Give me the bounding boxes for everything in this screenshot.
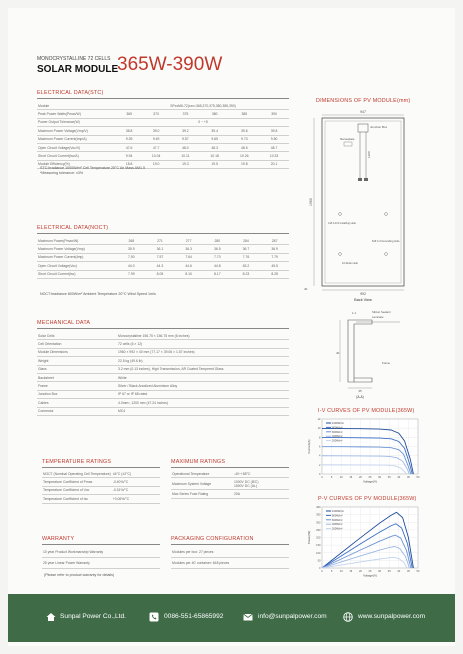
legend-label: 200W/m² bbox=[332, 439, 343, 443]
row-value: 48.3 bbox=[200, 143, 230, 151]
list-item bbox=[42, 547, 160, 558]
section-title-stc: ELECTRICAL DATA(STC) bbox=[37, 90, 104, 96]
table-row bbox=[42, 478, 160, 486]
row-value: 9.39 bbox=[117, 135, 141, 143]
row-value: 8.23 bbox=[232, 270, 261, 278]
row-value: 9.57 bbox=[171, 135, 200, 143]
section-title-warranty: WARRANTY bbox=[42, 536, 75, 542]
footer-company: Sunpal Power Co.,Ltd. bbox=[60, 613, 126, 620]
row-value: 271 bbox=[146, 237, 175, 245]
row-value: 280 bbox=[203, 237, 232, 245]
row-label: Cell Orientation bbox=[37, 340, 117, 348]
y-axis-label: Current(A) bbox=[307, 439, 311, 454]
y-tick-label: 400 bbox=[316, 506, 321, 509]
warranty-note: (Please refer to product warranty for details) bbox=[44, 573, 115, 577]
row-value: 44°C (±2°C) bbox=[112, 470, 160, 478]
table-row bbox=[37, 262, 289, 270]
home-icon bbox=[46, 612, 56, 622]
x-axis-label: Voltage(V) bbox=[362, 573, 378, 578]
row-value: 287 bbox=[260, 237, 289, 245]
divider bbox=[37, 328, 289, 329]
legend-label: 1000W/m² bbox=[332, 422, 344, 425]
y-tick-label: 250 bbox=[316, 528, 321, 532]
footnote: STC:Irradiance 1000W/m² Cell Temperature 25°C Air Mass AM1.5 bbox=[40, 166, 146, 170]
row-value: 39.2 bbox=[171, 127, 200, 135]
row-label: Max Series Fuse Rating bbox=[171, 490, 233, 498]
row-value: 1000V DC (IEC) 1500V DC (UL) bbox=[233, 478, 289, 490]
y-tick-label: 12 bbox=[317, 418, 321, 421]
divider bbox=[171, 544, 289, 545]
x-tick-label: 15 bbox=[349, 476, 353, 479]
x-tick-label: 35 bbox=[387, 570, 391, 573]
y-tick-label: 2 bbox=[319, 463, 321, 467]
legend-label: 1000W/m² bbox=[332, 510, 344, 513]
table-row bbox=[37, 237, 289, 245]
dim-side-left: 40 bbox=[304, 287, 308, 291]
row-label: Maximum Power Current(Imp) bbox=[37, 253, 117, 261]
section-title-noct: ELECTRICAL DATA(NOCT) bbox=[37, 225, 109, 231]
row-value: 10.18 bbox=[200, 152, 230, 160]
x-tick-label: 40 bbox=[397, 476, 401, 479]
noct-table bbox=[37, 237, 289, 279]
row-value: IP 67 or IP 68 rated bbox=[117, 390, 289, 398]
row-label: Short Circuit Current(Isc) bbox=[37, 270, 117, 278]
row-value: 284 bbox=[232, 237, 261, 245]
table-row bbox=[37, 348, 289, 356]
row-value: SPxxM6-72(xxx=365,370,375,380,385,390) bbox=[117, 102, 289, 110]
row-label: Module bbox=[37, 102, 117, 110]
list-item bbox=[42, 558, 160, 569]
row-value: 22.5 kg (49.6 lb) bbox=[117, 357, 289, 365]
row-value: 10.33 bbox=[259, 152, 289, 160]
row-value: 365 bbox=[117, 110, 141, 118]
row-label: Open Circuit Voltage(Voc/V) bbox=[37, 143, 117, 151]
y-tick-label: 8 bbox=[319, 436, 321, 440]
row-value: 10.26 bbox=[229, 152, 259, 160]
legend-label: 800W/m² bbox=[332, 426, 343, 430]
row-label: Maximum Power Current(Imp/A) bbox=[37, 135, 117, 143]
row-value: 36.3 bbox=[174, 245, 203, 253]
section-title-temperature: TEMPERATURE RATINGS bbox=[42, 459, 112, 465]
x-axis-label: Voltage(V) bbox=[362, 479, 378, 484]
section-title-dimensions: DIMENSIONS OF PV MODULE(mm) bbox=[316, 98, 411, 104]
x-tick-label: 50 bbox=[416, 476, 420, 479]
row-value: 19.5 bbox=[200, 160, 230, 168]
row-label: Weight bbox=[37, 357, 117, 365]
dim-height: 1960 bbox=[309, 198, 313, 206]
table-row bbox=[37, 382, 289, 390]
row-value: 39.8 bbox=[259, 127, 289, 135]
x-tick-label: 10 bbox=[339, 570, 343, 573]
section-title-mechanical: MECHANICAL DATA bbox=[37, 320, 91, 326]
list-item-text: Modules per 40' container: 648 pieces bbox=[171, 558, 289, 569]
table-row bbox=[37, 110, 289, 118]
row-value: 48.7 bbox=[259, 143, 289, 151]
table-row bbox=[37, 135, 289, 143]
x-tick-label: 15 bbox=[349, 570, 353, 573]
x-tick-label: 5 bbox=[330, 570, 333, 573]
warranty-table bbox=[42, 547, 160, 569]
row-label: Open Circuit Voltage(Voc) bbox=[37, 262, 117, 270]
table-row bbox=[37, 143, 289, 151]
row-value: 36.9 bbox=[260, 245, 289, 253]
row-value: 8.05 bbox=[146, 270, 175, 278]
legend-label: 400W/m² bbox=[332, 435, 343, 439]
dim-nameplate-label: Nameplate bbox=[340, 137, 355, 141]
iv-chart bbox=[306, 416, 422, 486]
table-row bbox=[37, 407, 289, 415]
row-value: 7.50 bbox=[117, 253, 146, 261]
table-row bbox=[37, 340, 289, 348]
row-value: -0.40%/°C bbox=[112, 478, 160, 486]
table-row bbox=[37, 332, 289, 340]
row-label: Module Dimensions bbox=[37, 348, 117, 356]
x-tick-label: 10 bbox=[339, 476, 343, 479]
frame-top-dim: 1.1 bbox=[352, 311, 357, 315]
row-label: Glass bbox=[37, 365, 117, 373]
row-value: 7.70 bbox=[203, 253, 232, 261]
row-label: Temperature Coefficient of Isc bbox=[42, 495, 112, 503]
frame-caption: (A-A) bbox=[356, 395, 364, 399]
stc-table bbox=[37, 102, 289, 169]
row-value: 8.10 bbox=[174, 270, 203, 278]
y-tick-label: 50 bbox=[317, 559, 321, 563]
dim-drain-hole: 10-Drain Hole bbox=[342, 262, 359, 265]
table-row bbox=[42, 470, 160, 478]
x-tick-label: 20 bbox=[358, 570, 362, 573]
row-value: 47.7 bbox=[141, 143, 171, 151]
row-value: 72 cells (6 × 12) bbox=[117, 340, 289, 348]
row-value: 1960 × 992 × 40 mm (77.17 × 39.06 × 1.57 inches) bbox=[117, 348, 289, 356]
row-value: White bbox=[117, 373, 289, 381]
x-tick-label: 0 bbox=[321, 570, 323, 573]
row-value: -0.31%/°C bbox=[112, 486, 160, 494]
x-tick-label: 30 bbox=[378, 476, 382, 479]
frame-width-dim: 35 bbox=[358, 389, 362, 393]
row-value: 48.5 bbox=[229, 143, 259, 151]
row-value: 20A bbox=[233, 490, 289, 498]
table-row bbox=[171, 478, 289, 490]
divider bbox=[42, 544, 160, 545]
footnote: *Measuring tolerance: ±3% bbox=[40, 170, 84, 175]
row-value: 9.94 bbox=[117, 152, 141, 160]
row-value: 277 bbox=[174, 237, 203, 245]
row-value: 7.57 bbox=[146, 253, 175, 261]
row-value: 36.1 bbox=[146, 245, 175, 253]
x-tick-label: 5 bbox=[330, 476, 333, 479]
row-value: 9.49 bbox=[141, 135, 171, 143]
row-label: Cables bbox=[37, 399, 117, 407]
y-tick-label: 10 bbox=[317, 427, 321, 431]
x-tick-label: 50 bbox=[416, 570, 420, 573]
row-value: 44.0 bbox=[117, 262, 146, 270]
x-tick-label: 30 bbox=[378, 570, 382, 573]
list-item-text: 25 year Linear Power Warranty bbox=[42, 558, 160, 569]
row-label: Short Circuit Current(Isc/A) bbox=[37, 152, 117, 160]
row-label: Backsheet bbox=[37, 373, 117, 381]
table-row bbox=[37, 365, 289, 373]
row-value: 19.3 bbox=[171, 160, 200, 168]
table-row bbox=[37, 102, 289, 110]
section-title-maximum: MAXIMUM RATINGS bbox=[171, 459, 226, 465]
dim-grounding-holes: 8-Ø 4.3 Grounding Hole bbox=[372, 240, 400, 243]
stc-notes bbox=[40, 166, 145, 175]
footer-website[interactable]: www.sunpalpower.com bbox=[358, 613, 426, 620]
row-value: 10.04 bbox=[141, 152, 171, 160]
x-tick-label: 25 bbox=[368, 570, 372, 573]
legend-label: 600W/m² bbox=[332, 430, 343, 434]
temperature-table bbox=[42, 470, 160, 504]
header-title: SOLAR MODULE bbox=[37, 64, 119, 75]
row-label: Temperature Coefficient of Pmax bbox=[42, 478, 112, 486]
row-value: Monocrystalline 156.75 × 156.75 mm (6 inches) bbox=[117, 332, 289, 340]
row-value: 19.0 bbox=[141, 160, 171, 168]
row-value: 380 bbox=[200, 110, 230, 118]
row-value: 7.76 bbox=[232, 253, 261, 261]
frame-laminate-label: Laminate bbox=[372, 315, 384, 319]
y-tick-label: 0 bbox=[319, 567, 321, 570]
y-tick-label: 300 bbox=[316, 521, 321, 525]
row-value: 7.99 bbox=[117, 270, 146, 278]
row-value: 47.6 bbox=[117, 143, 141, 151]
row-label: Maximum Power Voltage(Vmp) bbox=[37, 245, 117, 253]
y-tick-label: 350 bbox=[316, 513, 321, 517]
list-item bbox=[171, 558, 289, 569]
legend-label: 800W/m² bbox=[332, 514, 343, 518]
x-tick-label: 20 bbox=[358, 476, 362, 479]
frame-height-dim: 40 bbox=[336, 351, 340, 355]
row-value: 9.65 bbox=[200, 135, 230, 143]
frame-label: Frame bbox=[382, 361, 391, 365]
divider bbox=[42, 467, 160, 468]
divider bbox=[37, 98, 289, 99]
phone-icon bbox=[149, 612, 159, 622]
footer-phone: 0086-551-65865992 bbox=[164, 613, 224, 620]
y-axis-label: Power(W) bbox=[307, 530, 311, 545]
legend-label: 200W/m² bbox=[332, 527, 343, 531]
y-tick-label: 100 bbox=[316, 551, 321, 555]
pv-chart-title: P-V CURVES OF PV MODULE(365W) bbox=[318, 496, 417, 502]
row-label: Operational Temperature bbox=[171, 470, 233, 478]
row-value: MC4 bbox=[117, 407, 289, 415]
row-value: Silver / Black Anodized Aluminium Alloy bbox=[117, 382, 289, 390]
row-value: -40~+85°C bbox=[233, 470, 289, 478]
list-item-text: Modules per box: 27 pieces bbox=[171, 547, 289, 558]
row-value: 44.6 bbox=[174, 262, 203, 270]
row-value: 38.8 bbox=[117, 127, 141, 135]
table-row bbox=[42, 495, 160, 503]
row-value: 385 bbox=[229, 110, 259, 118]
list-item bbox=[171, 547, 289, 558]
noct-notes bbox=[40, 292, 156, 297]
dim-back-view: Back View bbox=[354, 298, 372, 302]
row-value: 370 bbox=[141, 110, 171, 118]
frame-silicon-label: Silicon Sealant bbox=[372, 310, 391, 314]
y-tick-label: 0 bbox=[319, 473, 321, 476]
row-value: 18.8 bbox=[117, 160, 141, 168]
row-value: 45.5 bbox=[260, 262, 289, 270]
row-value: 39.6 bbox=[229, 127, 259, 135]
legend-label: 600W/m² bbox=[332, 518, 343, 522]
y-tick-label: 6 bbox=[319, 445, 321, 449]
table-row bbox=[171, 470, 289, 478]
row-label: Maximum Power(Pmax/W) bbox=[37, 237, 117, 245]
globe-icon bbox=[343, 612, 353, 622]
row-value: 36.7 bbox=[232, 245, 261, 253]
row-label: Connector bbox=[37, 407, 117, 415]
row-label: Frame bbox=[37, 382, 117, 390]
dim-mounting-holes: 4-Ø 14×9 Installing Hole bbox=[328, 222, 356, 225]
row-value: 390 bbox=[259, 110, 289, 118]
divider bbox=[171, 467, 289, 468]
dim-cable-length: 1200 bbox=[367, 151, 371, 158]
row-value: 20.1 bbox=[259, 160, 289, 168]
table-row bbox=[37, 399, 289, 407]
row-value: 48.0 bbox=[171, 143, 200, 151]
header-range: 365W-390W bbox=[117, 54, 223, 75]
row-label: Temperature Coefficient of Voc bbox=[42, 486, 112, 494]
dim-width-top: 947 bbox=[360, 110, 366, 114]
row-value: 45.2 bbox=[232, 262, 261, 270]
row-value: 39.4 bbox=[200, 127, 230, 135]
y-tick-label: 4 bbox=[319, 454, 321, 458]
row-label: Maximum Power Voltage(Vmp/V) bbox=[37, 127, 117, 135]
legend-label: 400W/m² bbox=[332, 523, 343, 527]
x-tick-label: 0 bbox=[321, 476, 323, 479]
row-label: Module Efficiency(%) bbox=[37, 160, 117, 168]
mechanical-table bbox=[37, 332, 289, 416]
row-label: Power Output Tolerance(W) bbox=[37, 118, 117, 126]
row-value: 0 ~ +5 bbox=[117, 118, 289, 126]
module-dimension-drawing bbox=[300, 106, 420, 302]
packaging-table bbox=[171, 547, 289, 569]
y-tick-label: 200 bbox=[316, 536, 321, 540]
iv-chart-title: I-V CURVES OF PV MODULE(365W) bbox=[318, 408, 415, 414]
x-tick-label: 45 bbox=[406, 476, 410, 479]
dim-junction-box-label: Junction Box bbox=[370, 125, 388, 129]
row-value: 8.28 bbox=[260, 270, 289, 278]
table-row bbox=[42, 486, 160, 494]
dim-width-bottom: 992 bbox=[360, 292, 366, 296]
table-row bbox=[37, 373, 289, 381]
frame-section-drawing bbox=[320, 308, 415, 400]
y-tick-label: 150 bbox=[316, 544, 321, 548]
table-row bbox=[37, 118, 289, 126]
maximum-table bbox=[171, 470, 289, 499]
table-row bbox=[37, 357, 289, 365]
row-value: 10.11 bbox=[171, 152, 200, 160]
row-label: Peak Power Watts(Pmax/W) bbox=[37, 110, 117, 118]
table-row bbox=[37, 245, 289, 253]
row-value: 7.64 bbox=[174, 253, 203, 261]
table-row bbox=[37, 390, 289, 398]
row-label: Junction Box bbox=[37, 390, 117, 398]
table-row bbox=[37, 270, 289, 278]
header-subtitle: MONOCRYSTALLINE 72 CELLS bbox=[37, 56, 111, 62]
row-value: 9.80 bbox=[259, 135, 289, 143]
x-tick-label: 35 bbox=[387, 476, 391, 479]
row-value: 3.2 mm (0.13 inches), High Transmission, AR Coated Tempered Glass bbox=[117, 365, 289, 373]
row-value: 7.79 bbox=[260, 253, 289, 261]
x-tick-label: 45 bbox=[406, 570, 410, 573]
row-value: 36.5 bbox=[203, 245, 232, 253]
table-row bbox=[37, 253, 289, 261]
table-row bbox=[171, 490, 289, 498]
divider bbox=[37, 233, 289, 234]
table-row bbox=[37, 127, 289, 135]
table-row bbox=[37, 152, 289, 160]
row-value: 375 bbox=[171, 110, 200, 118]
row-value: +0.06%/°C bbox=[112, 495, 160, 503]
row-value: 44.8 bbox=[203, 262, 232, 270]
footer-email[interactable]: info@sunpalpower.com bbox=[258, 613, 327, 620]
pv-chart bbox=[306, 504, 422, 580]
section-title-packaging: PACKAGING CONFIGURATION bbox=[171, 536, 254, 542]
x-tick-label: 40 bbox=[397, 570, 401, 573]
list-item-text: 10 year Product Workmanship Warranty bbox=[42, 547, 160, 558]
row-label: Maximum System Voltage bbox=[171, 478, 233, 490]
row-value: 39.0 bbox=[141, 127, 171, 135]
row-value: 4.0mm², 1200 mm (47.24 inches) bbox=[117, 399, 289, 407]
row-value: 35.9 bbox=[117, 245, 146, 253]
email-icon bbox=[243, 612, 253, 622]
row-value: 8.17 bbox=[203, 270, 232, 278]
row-value: 9.73 bbox=[229, 135, 259, 143]
row-value: 268 bbox=[117, 237, 146, 245]
footnote: NOCT:Irradiance 800W/m² Ambient Temperature 20°C Wind Speed 1m/s bbox=[40, 292, 156, 296]
x-tick-label: 25 bbox=[368, 476, 372, 479]
row-label: Solar Cells bbox=[37, 332, 117, 340]
row-value: 44.3 bbox=[146, 262, 175, 270]
row-value: 19.8 bbox=[229, 160, 259, 168]
row-label: NOCT (Nominal Operating Cell Temperature) bbox=[42, 470, 112, 478]
